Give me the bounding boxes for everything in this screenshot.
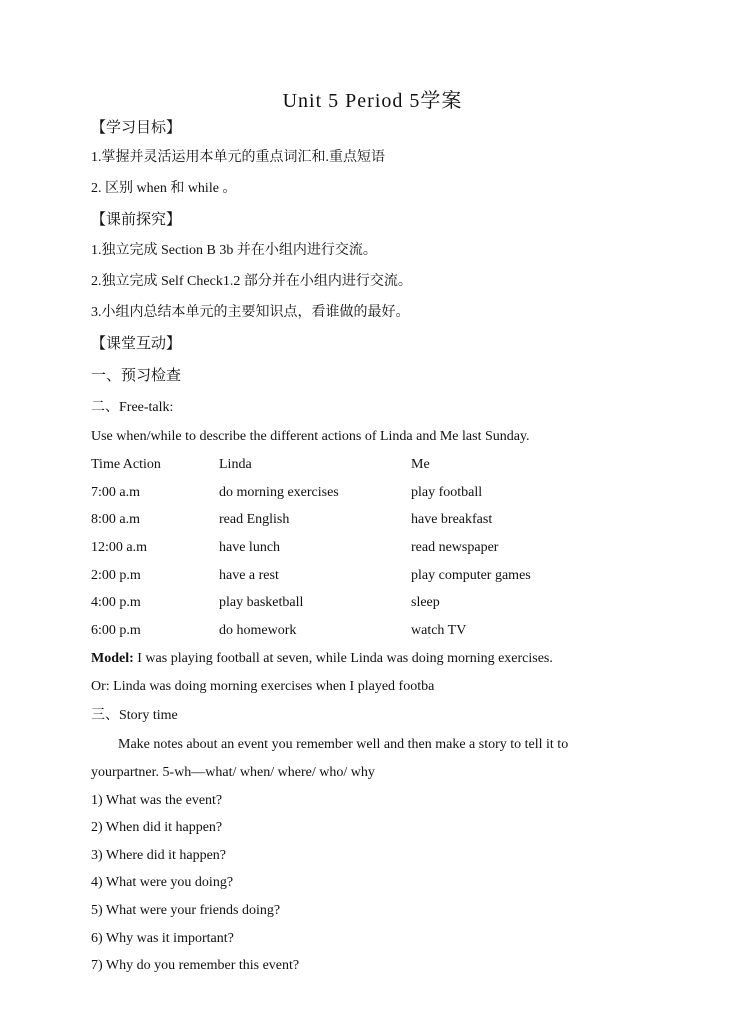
section-heading-class: 【课堂互动】 [91, 336, 182, 352]
section-heading-preview: 【课前探究】 [91, 212, 182, 228]
table-cell-time: 6:00 p.m [91, 623, 141, 638]
goal-item-1: 1.掌握并灵活运用本单元的重点词汇和.重点短语 [91, 150, 385, 165]
table-cell-me: sleep [411, 595, 440, 610]
freetalk-instruction: Use when/while to describe the different actions of Linda and Me last Sunday. [91, 429, 530, 444]
table-cell-time: 7:00 a.m [91, 485, 140, 500]
table-cell-time: 12:00 a.m [91, 540, 147, 555]
table-cell-linda: read English [219, 512, 290, 527]
table-cell-linda: do morning exercises [219, 485, 339, 500]
model-text: I was playing football at seven, while Linda was doing morning exercises. [133, 651, 553, 666]
table-header-row [91, 454, 651, 476]
preview-item-1: 1.独立完成 Section B 3b 并在小组内进行交流。 [91, 243, 377, 258]
table-header-time: Time Action [91, 457, 161, 472]
question-item: 5) What were your friends doing? [91, 903, 281, 918]
story-instruction-line2: yourpartner. 5-wh—what/ when/ where/ who/ why [91, 765, 375, 780]
table-cell-me: read newspaper [411, 540, 499, 555]
part-heading-review: 一、预习检查 [91, 368, 182, 384]
question-item: 1) What was the event? [91, 793, 223, 808]
story-instruction-line1: Make notes about an event you remember well and then make a story to tell it to [118, 737, 569, 752]
table-cell-me: play computer games [411, 568, 531, 583]
table-cell-linda: have a rest [219, 568, 279, 583]
table-cell-time: 4:00 p.m [91, 595, 141, 610]
section-heading-goals: 【学习目标】 [91, 120, 182, 136]
table-row [91, 509, 651, 531]
table-header-linda: Linda [219, 457, 252, 472]
table-row [91, 537, 651, 559]
table-cell-me: have breakfast [411, 512, 493, 527]
table-cell-me: play football [411, 485, 483, 500]
question-item: 2) When did it happen? [91, 820, 223, 835]
page-title: Unit 5 Period 5学案 [282, 90, 463, 112]
model-sentence [91, 648, 553, 670]
question-item: 3) Where did it happen? [91, 848, 227, 863]
table-cell-linda: do homework [219, 623, 297, 638]
preview-item-3: 3.小组内总结本单元的主要知识点，看谁做的最好。 [91, 305, 410, 320]
goal-item-2: 2. 区别 when 和 while 。 [91, 181, 237, 196]
table-row [91, 482, 651, 504]
table-row [91, 565, 651, 587]
part-heading-story: 三、Story time [91, 708, 178, 723]
model-label: Model: [91, 651, 134, 666]
table-cell-linda: have lunch [219, 540, 281, 555]
table-cell-time: 2:00 p.m [91, 568, 141, 583]
preview-item-2: 2.独立完成 Self Check1.2 部分并在小组内进行交流。 [91, 274, 412, 289]
or-sentence: Or: Linda was doing morning exercises when I played footba [91, 679, 435, 694]
question-item: 4) What were you doing? [91, 875, 234, 890]
table-cell-me: watch TV [411, 623, 467, 638]
question-item: 6) Why was it important? [91, 931, 234, 946]
table-row [91, 592, 651, 614]
table-row [91, 620, 651, 642]
table-cell-time: 8:00 a.m [91, 512, 140, 527]
table-header-me: Me [411, 457, 430, 472]
table-cell-linda: play basketball [219, 595, 304, 610]
part-heading-freetalk: 二、Free-talk: [91, 400, 174, 415]
question-item: 7) Why do you remember this event? [91, 958, 300, 973]
